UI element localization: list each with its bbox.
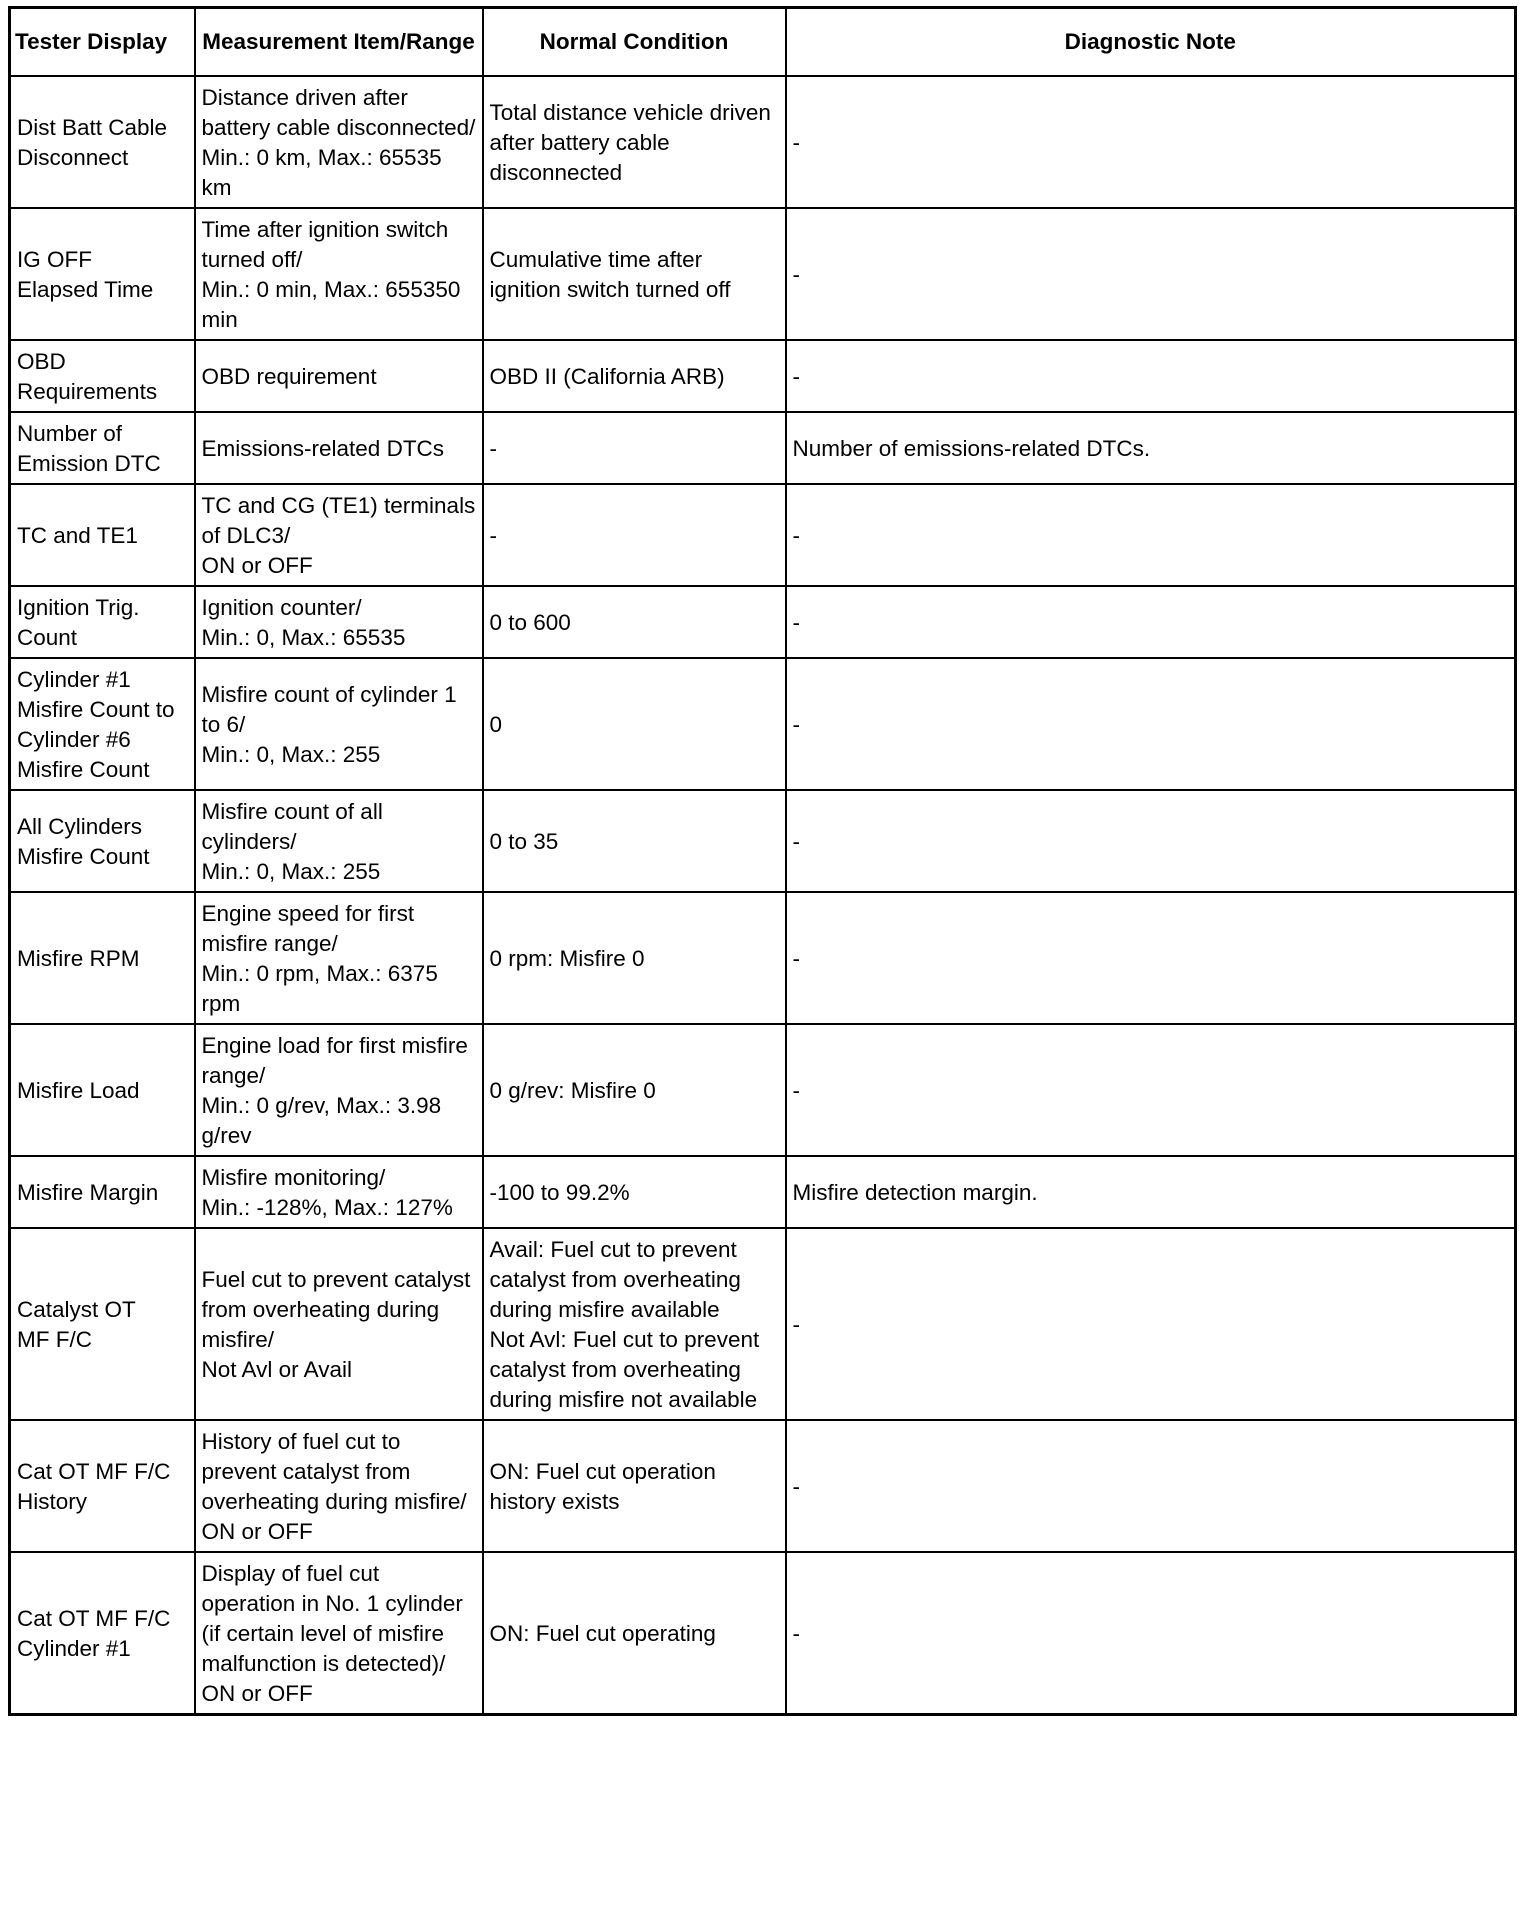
measurement-item-cell: Misfire count of all cylinders/ Min.: 0, Max.: 255 [195,790,483,892]
measurement-item-cell: Misfire monitoring/ Min.: -128%, Max.: 127% [195,1156,483,1228]
table-row [10,1420,1516,1552]
diagnostic-note-cell: - [786,658,1516,790]
table-row [10,208,1516,340]
diagnostic-note-cell: - [786,892,1516,1024]
measurement-item-cell: Misfire count of cylinder 1 to 6/ Min.: 0, Max.: 255 [195,658,483,790]
normal-condition-cell: 0 rpm: Misfire 0 [483,892,786,1024]
measurement-item-cell: Display of fuel cut operation in No. 1 cylinder (if certain level of misfire malfunction is detected)/ ON or OFF [195,1552,483,1715]
table-row [10,586,1516,658]
diagnostic-note-cell: - [786,340,1516,412]
normal-condition-cell: 0 g/rev: Misfire 0 [483,1024,786,1156]
normal-condition-cell: ON: Fuel cut operating [483,1552,786,1715]
tester-display-cell: OBD Requirements [10,340,195,412]
measurement-item-cell: Ignition counter/ Min.: 0, Max.: 65535 [195,586,483,658]
table-row [10,76,1516,208]
data-list-table [8,6,1517,1716]
diagnostic-note-cell: - [786,208,1516,340]
header-measurement-item: Measurement Item/Range [195,8,483,76]
table-row [10,340,1516,412]
measurement-item-cell: Emissions-related DTCs [195,412,483,484]
table-row [10,1156,1516,1228]
diagnostic-note-cell: - [786,1024,1516,1156]
normal-condition-cell: Avail: Fuel cut to prevent catalyst from overheating during misfire available Not Avl: Fuel cut to prevent catalyst from overheating during misfire not available [483,1228,786,1420]
tester-display-cell: Cat OT MF F/C History [10,1420,195,1552]
table-row [10,790,1516,892]
tester-display-cell: Misfire RPM [10,892,195,1024]
tester-display-cell: Cat OT MF F/C Cylinder #1 [10,1552,195,1715]
tester-display-cell: Misfire Load [10,1024,195,1156]
diagnostic-note-cell: - [786,1552,1516,1715]
table-row [10,484,1516,586]
table-row [10,658,1516,790]
diagnostic-note-cell: Number of emissions-related DTCs. [786,412,1516,484]
measurement-item-cell: Time after ignition switch turned off/ Min.: 0 min, Max.: 655350 min [195,208,483,340]
measurement-item-cell: TC and CG (TE1) terminals of DLC3/ ON or OFF [195,484,483,586]
table-body [10,76,1516,1715]
table-row [10,892,1516,1024]
tester-display-cell: Misfire Margin [10,1156,195,1228]
header-tester-display: Tester Display [10,8,195,76]
header-normal-condition: Normal Condition [483,8,786,76]
diagnostic-note-cell: - [786,790,1516,892]
table-header-row [10,8,1516,76]
diagnostic-note-cell: - [786,76,1516,208]
measurement-item-cell: OBD requirement [195,340,483,412]
table-row [10,1228,1516,1420]
tester-display-cell: Ignition Trig. Count [10,586,195,658]
normal-condition-cell: 0 to 35 [483,790,786,892]
diagnostic-note-cell: - [786,1420,1516,1552]
normal-condition-cell: Total distance vehicle driven after battery cable disconnected [483,76,786,208]
tester-display-cell: All Cylinders Misfire Count [10,790,195,892]
spec-table-wrapper [8,6,1517,1716]
tester-display-cell: Dist Batt Cable Disconnect [10,76,195,208]
tester-display-cell: Catalyst OT MF F/C [10,1228,195,1420]
tester-display-cell: IG OFF Elapsed Time [10,208,195,340]
table-row [10,1024,1516,1156]
table-row [10,412,1516,484]
header-diagnostic-note: Diagnostic Note [786,8,1516,76]
normal-condition-cell: -100 to 99.2% [483,1156,786,1228]
diagnostic-note-cell: - [786,586,1516,658]
normal-condition-cell: OBD II (California ARB) [483,340,786,412]
normal-condition-cell: ON: Fuel cut operation history exists [483,1420,786,1552]
measurement-item-cell: Engine speed for first misfire range/ Min.: 0 rpm, Max.: 6375 rpm [195,892,483,1024]
tester-display-cell: Cylinder #1 Misfire Count to Cylinder #6 Misfire Count [10,658,195,790]
tester-display-cell: TC and TE1 [10,484,195,586]
normal-condition-cell: Cumulative time after ignition switch turned off [483,208,786,340]
table-row [10,1552,1516,1715]
diagnostic-note-cell: - [786,484,1516,586]
tester-display-cell: Number of Emission DTC [10,412,195,484]
measurement-item-cell: Distance driven after battery cable disconnected/ Min.: 0 km, Max.: 65535 km [195,76,483,208]
normal-condition-cell: - [483,412,786,484]
diagnostic-note-cell: - [786,1228,1516,1420]
measurement-item-cell: History of fuel cut to prevent catalyst from overheating during misfire/ ON or OFF [195,1420,483,1552]
normal-condition-cell: 0 [483,658,786,790]
measurement-item-cell: Engine load for first misfire range/ Min.: 0 g/rev, Max.: 3.98 g/rev [195,1024,483,1156]
normal-condition-cell: - [483,484,786,586]
diagnostic-note-cell: Misfire detection margin. [786,1156,1516,1228]
normal-condition-cell: 0 to 600 [483,586,786,658]
measurement-item-cell: Fuel cut to prevent catalyst from overheating during misfire/ Not Avl or Avail [195,1228,483,1420]
